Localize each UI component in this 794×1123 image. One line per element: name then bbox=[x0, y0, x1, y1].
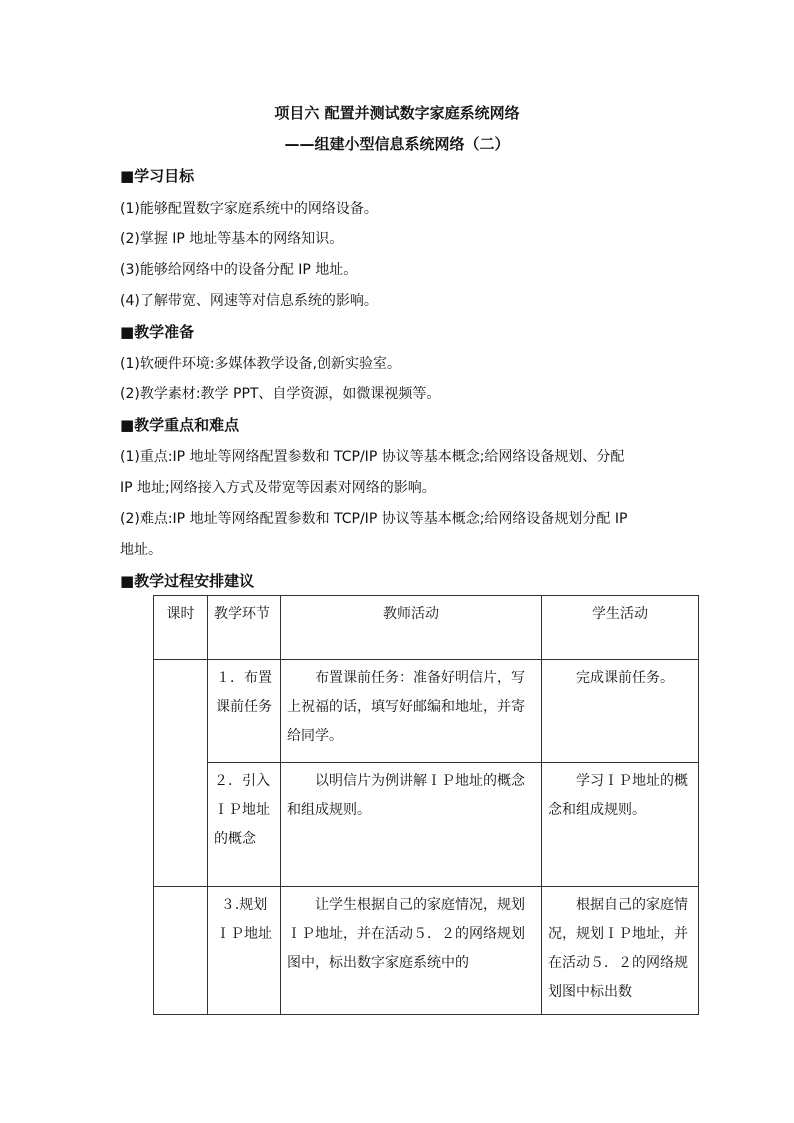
stage-cell: １．布置课前任务 bbox=[208, 660, 281, 763]
header-student-activity: 学生活动 bbox=[542, 596, 699, 660]
stage-cell: ２．引入ＩＰ地址的概念 bbox=[208, 763, 281, 887]
student-activity-cell: 学习ＩＰ地址的概念和组成规则。 bbox=[542, 763, 699, 887]
teacher-activity-cell: 让学生根据自己的家庭情况，规划ＩＰ地址，并在活动５．２的网络规划图中，标出数字家庭系统中的 bbox=[281, 887, 542, 1015]
teacher-activity-cell: 以明信片为例讲解ＩＰ地址的概念和组成规则。 bbox=[281, 763, 542, 887]
period-cell bbox=[154, 660, 208, 887]
section-heading-preparation: ■教学准备 bbox=[120, 323, 195, 341]
objective-item: (4)了解带宽、网速等对信息系统的影响。 bbox=[120, 293, 378, 309]
key-point-line: (2)难点:IP 地址等网络配置参数和 TCP/IP 协议等基本概念;给网络设备规划分配 IP bbox=[120, 511, 628, 527]
section-heading-process: ■教学过程安排建议 bbox=[120, 572, 255, 590]
header-teacher-activity: 教师活动 bbox=[281, 596, 542, 660]
document-subtitle: ——组建小型信息系统网络（二） bbox=[284, 135, 510, 153]
teaching-process-table bbox=[153, 595, 699, 1015]
table-row bbox=[154, 763, 699, 887]
objective-item: (1)能够配置数字家庭系统中的网络设备。 bbox=[120, 201, 378, 217]
student-activity-cell: 根据自己的家庭情况，规划ＩＰ地址，并在活动５．２的网络规划图中标出数 bbox=[542, 887, 699, 1015]
key-point-line: IP 地址;网络接入方式及带宽等因素对网络的影响。 bbox=[120, 480, 436, 496]
key-point-line: (1)重点:IP 地址等网络配置参数和 TCP/IP 协议等基本概念;给网络设备规划、分配 bbox=[120, 449, 625, 465]
section-heading-key-points: ■教学重点和难点 bbox=[120, 416, 240, 434]
table-row bbox=[154, 887, 699, 1015]
objective-item: (2)掌握 IP 地址等基本的网络知识。 bbox=[120, 231, 344, 247]
teacher-activity-cell: 布置课前任务：准备好明信片，写上祝福的话，填写好邮编和地址，并寄给同学。 bbox=[281, 660, 542, 763]
preparation-item: (2)教学素材:教学 PPT、自学资源，如微课视频等。 bbox=[120, 386, 441, 402]
table-header-row bbox=[154, 596, 699, 660]
document-title: 项目六 配置并测试数字家庭系统网络 bbox=[274, 104, 520, 122]
preparation-item: (1)软硬件环境:多媒体教学设备,创新实验室。 bbox=[120, 356, 401, 372]
stage-cell: ３.规划ＩＰ地址 bbox=[208, 887, 281, 1015]
section-heading-objectives: ■学习目标 bbox=[120, 167, 195, 185]
header-period: 课时 bbox=[154, 596, 208, 660]
table-row bbox=[154, 660, 699, 763]
header-stage: 教学环节 bbox=[208, 596, 281, 660]
student-activity-cell: 完成课前任务。 bbox=[542, 660, 699, 763]
period-cell bbox=[154, 887, 208, 1015]
objective-item: (3)能够给网络中的设备分配 IP 地址。 bbox=[120, 262, 358, 278]
key-point-line: 地址。 bbox=[120, 542, 162, 558]
